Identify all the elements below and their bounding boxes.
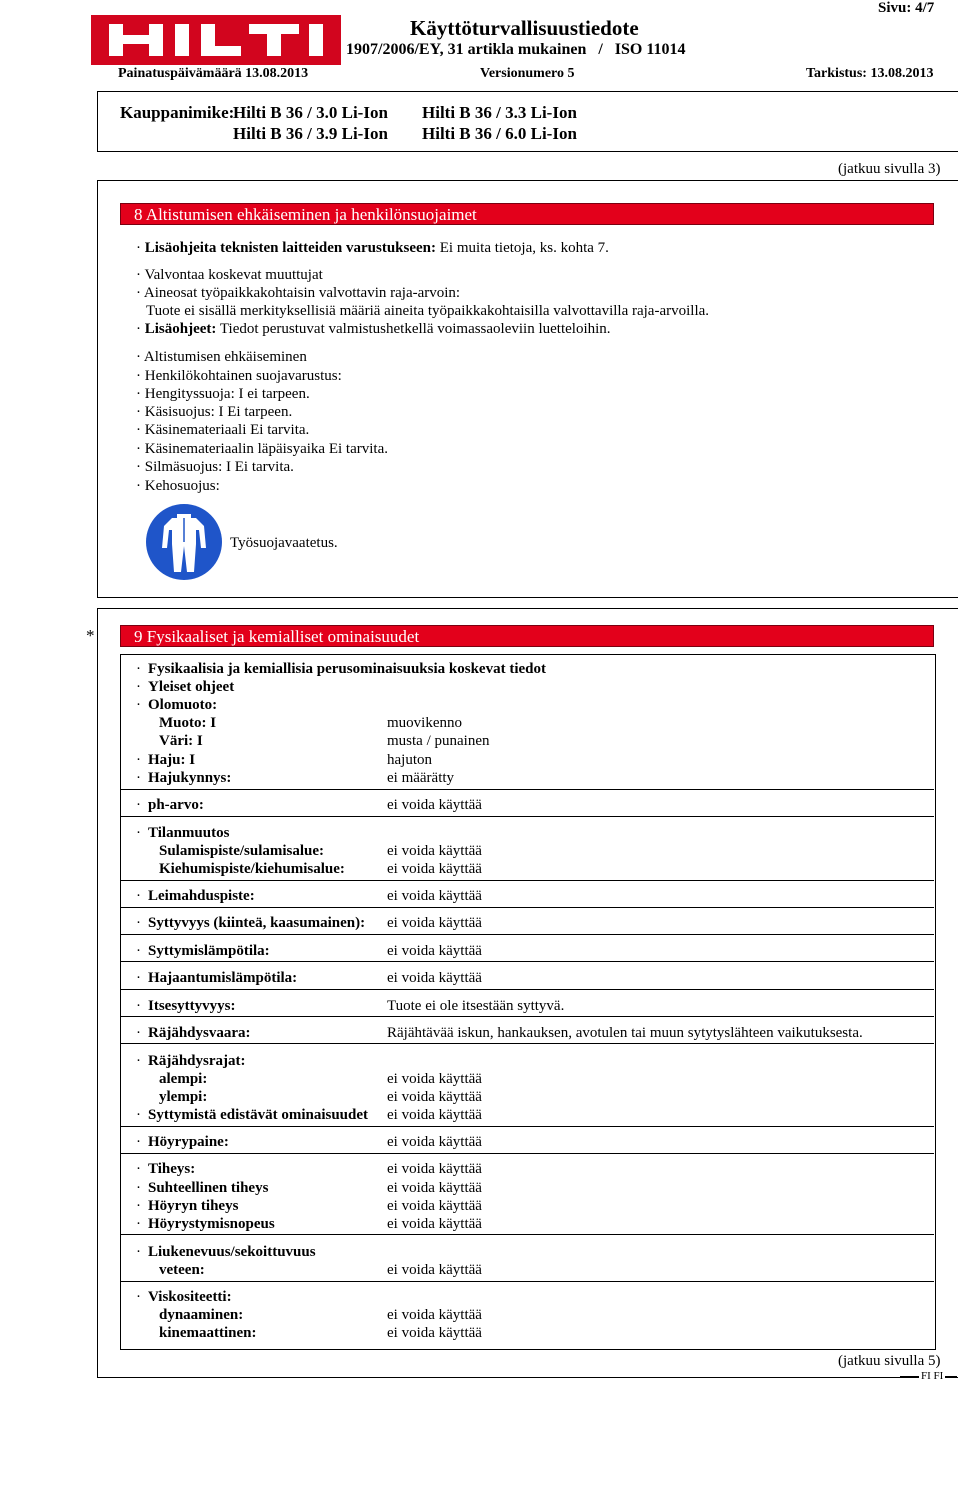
property-value: ei voida käyttää xyxy=(387,1089,482,1105)
property-label: kinemaattinen: xyxy=(159,1325,257,1341)
row-separator xyxy=(121,816,934,817)
limit-values-line: · Aineosat työpaikkakohtaisin valvottavin raja-arvoin: xyxy=(136,285,461,301)
property-label: Sulamispiste/sulamisalue: xyxy=(159,843,325,859)
limit-values-text: Tuote ei sisällä merkityksellisiä määriä aineita työpaikkakohtaisilla valvottavilla raja-arvoilla. xyxy=(146,303,710,319)
property-value: ei voida käyttää xyxy=(387,915,482,931)
property-value: ei voida käyttää xyxy=(387,861,482,877)
row-separator xyxy=(121,934,934,935)
protective-clothing-icon xyxy=(146,504,222,580)
property-row xyxy=(136,969,926,987)
property-value: ei voida käyttää xyxy=(387,943,482,959)
field-value: Ei muita tietoja, ks. kohta 7. xyxy=(439,240,609,256)
body-protection-line: · Kehosuojus: xyxy=(136,478,220,494)
row-bullet: · xyxy=(136,697,141,713)
continued-to-note: (jatkuu sivulla 5) xyxy=(838,1353,941,1369)
row-bullet: · xyxy=(136,770,141,786)
property-row xyxy=(136,714,926,732)
property-label: ylempi: xyxy=(159,1089,208,1105)
property-row xyxy=(136,942,926,960)
field-label: Käsinemateriaali xyxy=(144,422,247,438)
row-separator xyxy=(121,961,934,962)
revision-date: Tarkistus: 13.08.2013 xyxy=(806,66,934,81)
row-separator xyxy=(121,907,934,908)
body-protection-note: Työsuojavaatetus. xyxy=(230,535,338,551)
field-label: Kehosuojus: xyxy=(144,478,220,494)
field-label: Henkilökohtainen suojavarustus: xyxy=(144,368,342,384)
property-label: dynaaminen: xyxy=(159,1307,244,1323)
property-label: Syttymislämpötila: xyxy=(148,943,270,959)
trade-name-label: Kauppanimike: xyxy=(120,103,235,122)
property-row xyxy=(136,1106,926,1124)
field-value: Ei tarpeen. xyxy=(227,404,293,420)
property-row xyxy=(136,678,926,696)
field-label: Altistumisen ehkäiseminen xyxy=(143,349,307,365)
property-row xyxy=(136,1243,926,1261)
property-label: Väri: I xyxy=(159,733,203,749)
property-label: Muoto: I xyxy=(159,715,217,731)
field-label: Lisäohjeita teknisten laitteiden varustukseen: xyxy=(144,240,437,256)
trade-name-box xyxy=(97,91,958,152)
product-name: Hilti B 36 / 6.0 Li-Ion xyxy=(422,124,577,143)
row-bullet: · xyxy=(136,1289,141,1305)
field-label: Käsinemateriaalin läpäisyaika xyxy=(144,441,326,457)
property-label: Tiheys: xyxy=(148,1161,196,1177)
property-label: Syttymistä edistävät ominaisuudet xyxy=(148,1107,369,1123)
property-label: Hajaantumislämpötila: xyxy=(148,970,298,986)
property-value: ei voida käyttää xyxy=(387,888,482,904)
additional-info-line: · Lisäohjeet: Tiedot perustuvat valmistushetkellä voimassaoleviin luetteloihin. xyxy=(136,321,611,337)
property-label: Yleiset ohjeet xyxy=(148,679,235,695)
property-label: veteen: xyxy=(159,1262,205,1278)
property-row xyxy=(136,1306,926,1324)
eye-protection-line: · Silmäsuojus: I Ei tarvita. xyxy=(136,459,294,475)
respiratory-protection-line: · Hengityssuoja: I ei tarpeen. xyxy=(136,386,310,402)
property-label: Olomuoto: xyxy=(148,697,218,713)
revision-asterisk: * xyxy=(86,626,95,645)
property-label: Höyryn tiheys xyxy=(148,1198,239,1214)
row-separator xyxy=(121,989,934,990)
property-row xyxy=(136,660,926,678)
property-value: ei voida käyttää xyxy=(387,1180,482,1196)
section-9-heading: 9 Fysikaaliset ja kemialliset ominaisuudet xyxy=(120,625,934,647)
property-row xyxy=(136,1052,926,1070)
property-row xyxy=(136,1133,926,1151)
property-value: muovikenno xyxy=(387,715,462,731)
property-value: ei voida käyttää xyxy=(387,1262,482,1278)
property-row xyxy=(136,1324,926,1342)
property-value: ei voida käyttää xyxy=(387,843,482,859)
row-separator xyxy=(121,1126,934,1127)
property-label: Höyrypaine: xyxy=(148,1134,229,1150)
row-bullet: · xyxy=(136,679,141,695)
row-separator xyxy=(121,1153,934,1154)
row-bullet: · xyxy=(136,752,141,768)
section-8-heading: 8 Altistumisen ehkäiseminen ja henkilönsuojaimet xyxy=(120,203,934,225)
property-label: Räjähdysrajat: xyxy=(148,1053,246,1069)
field-label: Hengityssuoja: I xyxy=(144,386,244,402)
property-row xyxy=(136,997,926,1015)
row-bullet: · xyxy=(136,1180,141,1196)
property-value: musta / punainen xyxy=(387,733,490,749)
engineering-controls-line: · Lisäohjeita teknisten laitteiden varustukseen: Ei muita tietoja, ks. kohta 7. xyxy=(136,240,609,256)
property-value: ei voida käyttää xyxy=(387,1325,482,1341)
property-row xyxy=(136,1024,926,1042)
property-row xyxy=(136,1070,926,1088)
row-separator xyxy=(121,1043,934,1044)
row-bullet: · xyxy=(136,797,141,813)
glove-material-line: · Käsinemateriaali Ei tarvita. xyxy=(136,422,310,438)
hilti-logo xyxy=(91,15,341,65)
row-bullet: · xyxy=(136,1107,141,1123)
property-value: hajuton xyxy=(387,752,432,768)
hand-protection-line: · Käsisuojus: I Ei tarpeen. xyxy=(136,404,293,420)
document-title: Käyttöturvallisuustiedote xyxy=(410,16,639,40)
row-bullet: · xyxy=(136,1198,141,1214)
property-label: Hajukynnys: xyxy=(148,770,232,786)
row-bullet: · xyxy=(136,1244,141,1260)
property-value: Tuote ei ole itsestään syttyvä. xyxy=(387,998,565,1014)
property-row xyxy=(136,1197,926,1215)
ppe-line: · Henkilökohtainen suojavarustus: xyxy=(136,368,342,384)
property-label: alempi: xyxy=(159,1071,208,1087)
property-row xyxy=(136,751,926,769)
property-row xyxy=(136,887,926,905)
row-bullet: · xyxy=(136,661,141,677)
property-row xyxy=(136,696,926,714)
property-label: Höyrystymisnopeus xyxy=(148,1216,275,1232)
field-value: Ei tarvita. xyxy=(250,422,310,438)
footer-language-code: FI FI xyxy=(921,1370,944,1382)
row-separator xyxy=(121,1234,934,1235)
property-label: Itsesyttyvyys: xyxy=(148,998,236,1014)
row-bullet: · xyxy=(136,888,141,904)
row-bullet: · xyxy=(136,943,141,959)
print-date: Painatuspäivämäärä 13.08.2013 xyxy=(118,66,309,81)
row-bullet: · xyxy=(136,915,141,931)
property-value: ei määrätty xyxy=(387,770,455,786)
property-row xyxy=(136,1088,926,1106)
regulation-reference: 1907/2006/EY, 31 artikla mukainen / ISO 11014 xyxy=(346,41,686,58)
field-value: ei tarpeen. xyxy=(247,386,310,402)
property-value: ei voida käyttää xyxy=(387,1134,482,1150)
property-row xyxy=(136,732,926,750)
property-row xyxy=(136,1288,926,1306)
row-bullet: · xyxy=(136,1025,141,1041)
hilti-logo-icon xyxy=(91,15,341,65)
field-label: Silmäsuojus: I xyxy=(144,459,232,475)
row-bullet: · xyxy=(136,998,141,1014)
row-bullet: · xyxy=(136,1216,141,1232)
row-separator xyxy=(121,880,934,881)
product-name: Hilti B 36 / 3.3 Li-Ion xyxy=(422,103,577,122)
row-separator xyxy=(121,789,934,790)
property-value: ei voida käyttää xyxy=(387,1307,482,1323)
row-separator xyxy=(121,1281,934,1282)
property-row xyxy=(136,769,926,787)
property-row xyxy=(136,796,926,814)
property-label: Suhteellinen tiheys xyxy=(148,1180,269,1196)
property-label: Räjähdysvaara: xyxy=(148,1025,251,1041)
property-label: Liukenevuus/sekoittuvuus xyxy=(148,1244,316,1260)
field-value: Ei tarvita. xyxy=(234,459,294,475)
property-value: Räjähtävää iskun, hankauksen, avotulen tai muun sytytyslähteen vaikutuksesta. xyxy=(387,1025,863,1041)
property-value: ei voida käyttää xyxy=(387,1107,482,1123)
version-number: Versionumero 5 xyxy=(480,66,575,81)
property-value: ei voida käyttää xyxy=(387,1161,482,1177)
row-bullet: · xyxy=(136,1053,141,1069)
product-name: Hilti B 36 / 3.9 Li-Ion xyxy=(233,124,388,143)
control-parameters-line: · Valvontaa koskevat muuttujat xyxy=(136,267,323,283)
property-label: Haju: I xyxy=(148,752,196,768)
property-row xyxy=(136,1160,926,1178)
property-value: ei voida käyttää xyxy=(387,797,482,813)
property-row xyxy=(136,1179,926,1197)
row-bullet: · xyxy=(136,1161,141,1177)
property-label: ph-arvo: xyxy=(148,797,204,813)
property-value: ei voida käyttää xyxy=(387,970,482,986)
property-label: Fysikaalisia ja kemiallisia perusominaisuuksia koskevat tiedot xyxy=(148,661,546,677)
property-value: ei voida käyttää xyxy=(387,1216,482,1232)
property-row xyxy=(136,1261,926,1279)
field-value: Tiedot perustuvat valmistushetkellä voimassaoleviin luetteloihin. xyxy=(219,321,611,337)
property-row xyxy=(136,1215,926,1233)
property-row xyxy=(136,824,926,842)
glove-penetration-line: · Käsinemateriaalin läpäisyaika Ei tarvita. xyxy=(136,441,388,457)
field-label: Aineosat työpaikkakohtaisin valvottavin raja-arvoin: xyxy=(143,285,461,301)
property-label: Leimahduspiste: xyxy=(148,888,255,904)
continued-from-note: (jatkuu sivulla 3) xyxy=(838,161,941,177)
field-label: Valvontaa koskevat muuttujat xyxy=(144,267,323,283)
row-bullet: · xyxy=(136,970,141,986)
product-name: Hilti B 36 / 3.0 Li-Ion xyxy=(233,103,388,122)
property-row xyxy=(136,914,926,932)
field-value: Ei tarvita. xyxy=(328,441,388,457)
property-row xyxy=(136,860,926,878)
exposure-controls-line: · Altistumisen ehkäiseminen xyxy=(136,349,307,365)
row-bullet: · xyxy=(136,825,141,841)
property-label: Syttyvyys (kiinteä, kaasumainen): xyxy=(148,915,366,931)
property-row xyxy=(136,842,926,860)
property-value: ei voida käyttää xyxy=(387,1198,482,1214)
property-label: Kiehumispiste/kiehumisalue: xyxy=(159,861,345,877)
field-label: Käsisuojus: I xyxy=(144,404,224,420)
property-value: ei voida käyttää xyxy=(387,1071,482,1087)
field-label: Lisäohjeet: xyxy=(144,321,217,337)
row-separator xyxy=(121,1016,934,1017)
page-number: Sivu: 4/7 xyxy=(878,0,935,16)
property-label: Viskositeetti: xyxy=(148,1289,232,1305)
row-bullet: · xyxy=(136,1134,141,1150)
property-label: Tilanmuutos xyxy=(148,825,230,841)
